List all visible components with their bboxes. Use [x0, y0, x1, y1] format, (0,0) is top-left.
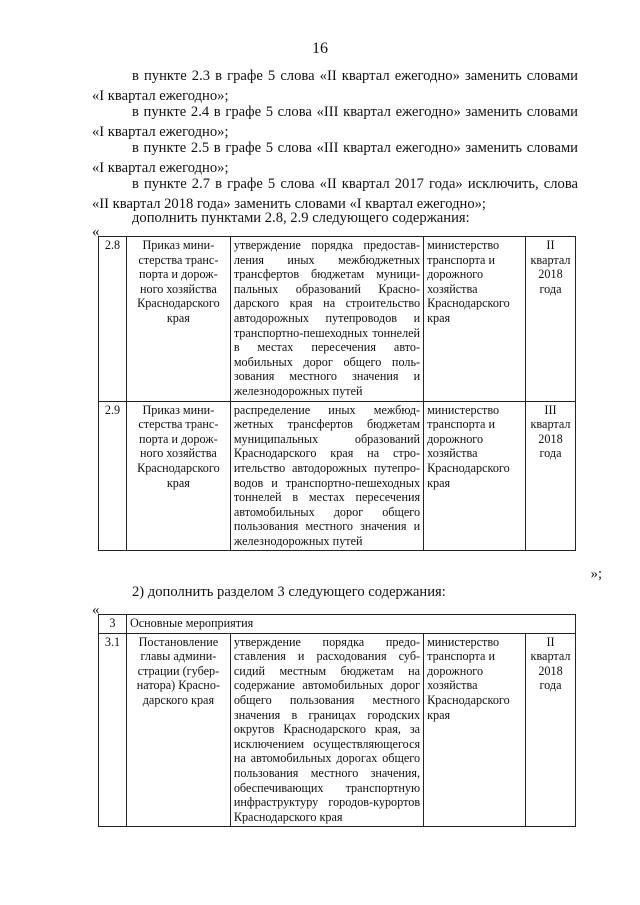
page-number: 16	[312, 40, 328, 57]
table-items-2-8-2-9	[98, 236, 576, 551]
paragraph-continuation: «I квартал ежегодно»;	[92, 88, 229, 104]
item-number: 2.8	[99, 237, 127, 402]
period: II квартал 2018 года	[525, 237, 575, 402]
paragraph-add-section-3	[92, 582, 578, 602]
paragraph-line: в пункте 2.7 в графе 5 слова «II квартал 2017 года» исключить, слова	[132, 176, 578, 192]
executor: министерство транспорта и дорожного хозяйства Краснодарского края	[424, 633, 526, 827]
document-type: Приказ министерства транспорта и дорожного хозяйства Краснодарского края	[126, 237, 230, 402]
paragraph-line: в пункте 2.4 в графе 5 слова «III квартал ежегодно» заменить словами	[132, 104, 578, 120]
close-quote: »;	[590, 566, 602, 582]
document-type: Постановление главы администрации (губернатора) Краснодарского края	[126, 633, 230, 827]
paragraph-continuation: «I квартал ежегодно»;	[92, 124, 229, 140]
paragraph-continuation: «I квартал ежегодно»;	[92, 160, 229, 176]
document-type: Приказ министерства транспорта и дорожного хозяйства Краснодарского края	[126, 401, 230, 551]
executor: министерство транспорта и дорожного хозяйства Краснодарского края	[424, 237, 526, 402]
open-quote: «	[92, 602, 100, 618]
paragraph-2-4	[92, 102, 578, 142]
action-description: утверждение порядка предоставления иных межбюджетных трансфертов бюджетам муниципальных образований Краснодарского края на строительство автодорожных путепроводов и транспортно-пешеходных тоннелей в местах пересечения автомобильных дорог общего пользования местного значения и железнодорожных путей	[230, 237, 423, 402]
section-number: 3	[99, 615, 127, 634]
table-header-row	[99, 615, 576, 634]
paragraph-line: в пункте 2.3 в графе 5 слова «II квартал ежегодно» заменить словами	[132, 68, 578, 84]
section-title: Основные мероприятия	[126, 615, 575, 634]
paragraph-2-5	[92, 138, 578, 178]
item-number: 3.1	[99, 633, 127, 827]
action-description: утверждение порядка предоставления и расходования субсидий местным бюджетам на содержание автомобильных дорог общего пользования местного значения в границах городских округов Краснодарского края, за исключением осуществляющегося на автомобильных дорогах общего пользования местного значения, обеспечивающих транспортную инфраструктуру городов-курортов Краснодарского края	[230, 633, 423, 827]
table-section-3	[98, 614, 576, 827]
item-number: 2.9	[99, 401, 127, 551]
period: II квартал 2018 года	[526, 633, 576, 827]
period: III квартал 2018 года	[525, 401, 575, 551]
paragraph-line: дополнить пунктами 2.8, 2.9 следующего содержания:	[132, 210, 470, 226]
table-row	[99, 633, 576, 827]
paragraph-2-3	[92, 66, 578, 106]
executor: министерство транспорта и дорожного хозяйства Краснодарского края	[424, 401, 526, 551]
paragraph-continuation: «II квартал 2018 года» заменить словами «I квартал ежегодно»;	[92, 196, 486, 212]
table-row	[99, 237, 576, 402]
paragraph-line: в пункте 2.5 в графе 5 слова «III квартал ежегодно» заменить словами	[132, 140, 578, 156]
action-description: распределение иных межбюджетных трансфертов бюджетам муниципальных образований Краснодарского края на строительство автодорожных путепроводов и транспортно-пешеходных тоннелей в местах пересечения автомобильных дорог общего пользования местного значения и железнодорожных путей	[230, 401, 423, 551]
table-row	[99, 401, 576, 551]
paragraph-line: 2) дополнить разделом 3 следующего содержания:	[132, 584, 446, 600]
open-quote: «	[92, 224, 100, 240]
paragraph-add-items	[92, 208, 578, 228]
